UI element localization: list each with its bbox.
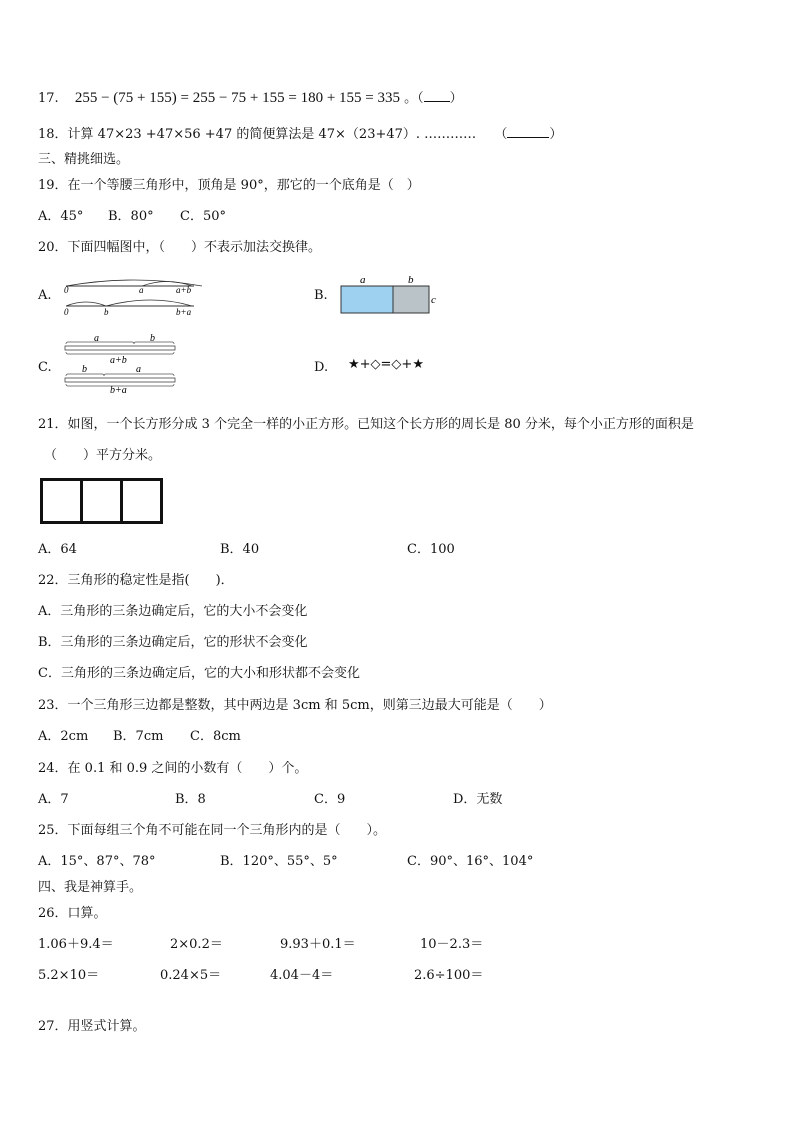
section-3-heading: 三、精挑细选。 xyxy=(38,152,130,167)
option-25-a[interactable]: A．15°、87°、78° xyxy=(38,854,156,869)
label-rect-a: a xyxy=(360,274,366,286)
question-26-text: 26．口算。 xyxy=(38,906,107,921)
mental-math-item[interactable]: 4.04－4＝ xyxy=(270,968,334,983)
option-24-b[interactable]: B．8 xyxy=(175,792,206,807)
question-18-text: 18．计算 47×23 +47×56 +47 的简便算法是 47×（23+47）. ………… xyxy=(38,127,477,142)
rect-part-b xyxy=(393,286,429,313)
label-c-a2: a xyxy=(136,364,141,375)
answer-blank-17[interactable] xyxy=(424,89,450,102)
question-22-text: 22．三角形的稳定性是指( )． xyxy=(38,573,234,588)
label-zero-bottom: 0 xyxy=(64,307,69,317)
mental-math-item[interactable]: 2×0.2＝ xyxy=(170,937,223,952)
option-22-c[interactable]: C．三角形的三条边确定后，它的大小和形状都不会变化 xyxy=(38,666,360,681)
label-c-b2: b xyxy=(82,364,87,375)
question-17-paren-open: 。（ xyxy=(404,91,424,106)
question-27-text: 27．用竖式计算。 xyxy=(38,1019,146,1034)
question-18-paren-open: （ xyxy=(494,127,508,142)
label-c-a1: a xyxy=(94,333,99,344)
question-19-text: 19．在一个等腰三角形中，顶角是 90°，那它的一个底角是（ ） xyxy=(38,178,420,193)
option-24-c[interactable]: C．9 xyxy=(314,792,346,807)
label-zero-top: 0 xyxy=(64,285,69,295)
label-ba-bottom: b+a xyxy=(176,307,192,317)
option-25-c[interactable]: C．90°、16°、104° xyxy=(407,854,534,869)
label-b-bottom: b xyxy=(104,307,109,317)
mental-math-item[interactable]: 2.6÷100＝ xyxy=(414,968,484,983)
question-23-text: 23．一个三角形三边都是整数，其中两边是 3cm 和 5cm，则第三边最大可能是（ ） xyxy=(38,698,552,713)
question-25-text: 25．下面每组三个角不可能在同一个三角形内的是（ ）。 xyxy=(38,823,387,838)
rect-part-a xyxy=(341,286,393,313)
answer-blank-18[interactable] xyxy=(507,125,549,138)
question-24-text: 24．在 0.1 和 0.9 之间的小数有（ ）个。 xyxy=(38,761,308,776)
mental-math-item[interactable]: 10－2.3＝ xyxy=(420,937,484,952)
option-19-b[interactable]: B．80° xyxy=(108,209,154,224)
section-4-heading: 四、我是神算手。 xyxy=(38,880,143,895)
label-ab-top: a+b xyxy=(176,285,192,295)
option-22-a[interactable]: A．三角形的三条边确定后，它的大小不会变化 xyxy=(38,604,308,619)
option-21-b[interactable]: B．40 xyxy=(220,542,260,557)
question-21-text-line2: （ ）平方分米。 xyxy=(44,448,162,463)
question-17-number: 17. xyxy=(38,91,59,106)
label-c-ab: a+b xyxy=(110,355,127,366)
question-17-expression: 255 − (75 + 155) = 255 − 75 + 155 = 180 + 155 = 335 xyxy=(74,90,400,106)
option-21-c[interactable]: C．100 xyxy=(407,542,455,557)
option-20-c[interactable]: C. xyxy=(38,360,52,375)
option-19-c[interactable]: C．50° xyxy=(180,209,226,224)
option-22-b[interactable]: B．三角形的三条边确定后，它的形状不会变化 xyxy=(38,635,308,650)
option-23-b[interactable]: B．7cm xyxy=(113,729,164,744)
figure-three-squares xyxy=(40,478,164,526)
option-25-b[interactable]: B．120°、55°、5° xyxy=(220,854,338,869)
mental-math-item[interactable]: 5.2×10＝ xyxy=(38,968,100,983)
question-17 xyxy=(38,89,463,107)
question-17-paren-close: ） xyxy=(449,91,463,106)
mental-math-item[interactable]: 1.06＋9.4＝ xyxy=(38,937,114,952)
label-a-top: a xyxy=(139,285,144,295)
figure-segments-c xyxy=(62,332,180,394)
label-rect-c: c xyxy=(431,294,436,306)
question-18 xyxy=(38,125,562,143)
label-rect-b: b xyxy=(408,274,414,286)
figure-number-line-a xyxy=(62,274,202,318)
label-c-ba: b+a xyxy=(110,385,127,394)
mental-math-item[interactable]: 9.93＋0.1＝ xyxy=(280,937,356,952)
option-20-d[interactable]: D. xyxy=(314,360,329,375)
option-20-b[interactable]: B. xyxy=(314,288,328,303)
option-23-a[interactable]: A．2cm xyxy=(38,729,89,744)
option-20-a[interactable]: A. xyxy=(38,288,52,303)
mental-math-item[interactable]: 0.24×5＝ xyxy=(160,968,222,983)
option-24-d[interactable]: D．无数 xyxy=(453,792,503,807)
figure-symbols-d: ★+◇=◇+★ xyxy=(348,357,424,372)
question-20-text: 20．下面四幅图中，（ ）不表示加法交换律。 xyxy=(38,240,322,255)
option-24-a[interactable]: A．7 xyxy=(38,792,69,807)
question-18-paren-close: ） xyxy=(549,127,563,142)
option-19-a[interactable]: A．45° xyxy=(38,209,84,224)
figure-rectangle-b xyxy=(338,273,443,317)
label-c-b1: b xyxy=(150,333,155,344)
question-21-text-line1: 21．如图，一个长方形分成 3 个完全一样的小正方形。已知这个长方形的周长是 80 分米，每个小正方形的面积是 xyxy=(38,417,694,432)
option-23-c[interactable]: C．8cm xyxy=(190,729,241,744)
option-21-a[interactable]: A．64 xyxy=(38,542,77,557)
